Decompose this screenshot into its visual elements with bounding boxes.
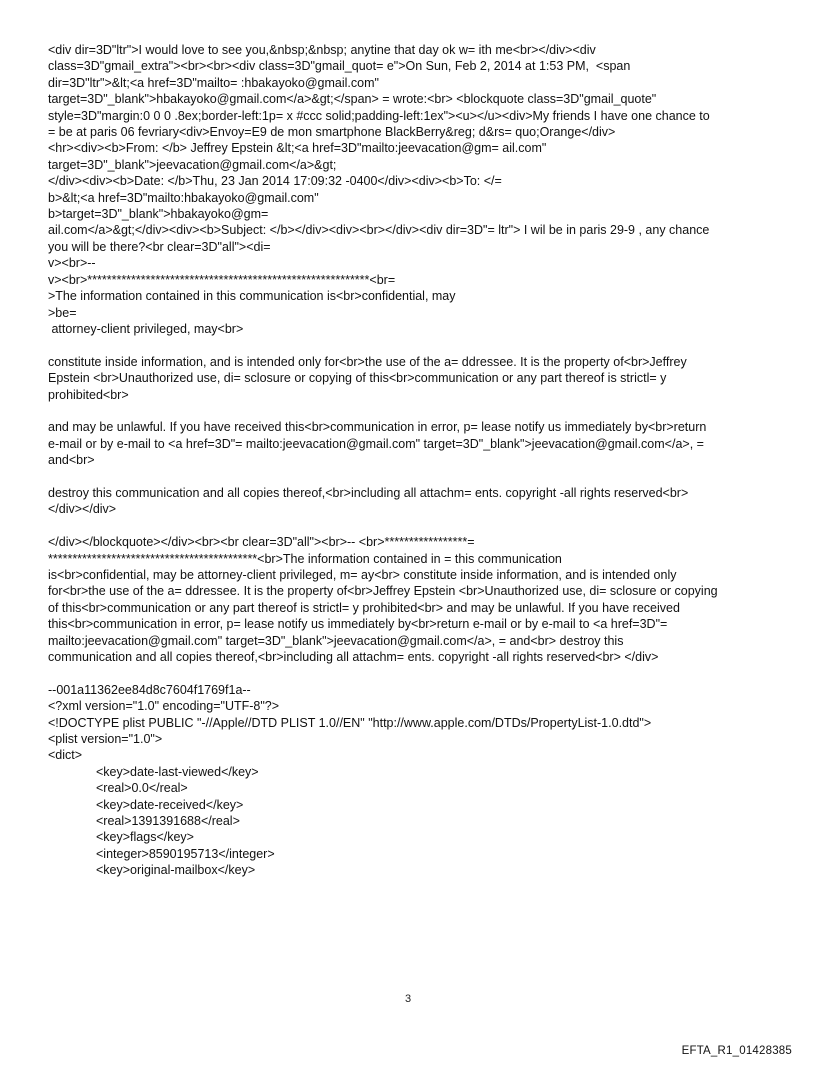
plist-line: <key>date-received</key> [96, 797, 244, 812]
plist-line: <real>1391391688</real> [96, 814, 240, 829]
text-line: <hr><div><b>From: </b> Jeffrey Epstein &lt;<a href=3D"mailto:jeevacation@gm= ail.com" [48, 141, 547, 156]
text-line: ail.com</a>&gt;</div><div><b>Subject: </b></div><div><br></div><div dir=3D"= ltr"> I wil be in paris 29-9 , any chance [48, 223, 710, 238]
text-line: style=3D"margin:0 0 0 .8ex;border-left:1p= x #ccc solid;padding-left:1ex"><u></u><div>My friends I have one chance to [48, 108, 710, 123]
text-line: is<br>confidential, may be attorney-client privileged, m= ay<br> constitute inside information, and is intended only [48, 567, 677, 582]
text-line [48, 665, 772, 681]
plist-line: <integer>8590195713</integer> [96, 846, 275, 861]
text-line: mailto:jeevacation@gmail.com" target=3D"_blank">jeevacation@gmail.com</a>, = and<br> destroy this [48, 633, 624, 648]
bates-number: EFTA_R1_01428385 [681, 1045, 792, 1057]
text-line: you will be there?<br clear=3D"all"><di= [48, 239, 271, 254]
text-line: v><br>-- [48, 256, 96, 271]
text-line [48, 403, 772, 419]
text-line: </div></blockquote></div><br><br clear=3D"all"><br>-- <br>*****************= [48, 535, 475, 550]
text-line: <dict> [48, 748, 83, 763]
text-line: <plist version="1.0"> [48, 731, 163, 746]
text-line: and may be unlawful. If you have received this<br>communication in error, p= lease notify us immediately by<br>return [48, 420, 707, 435]
text-line: --001a11362ee84d8c7604f1769f1a-- [48, 682, 251, 697]
text-line: class=3D"gmail_extra"><br><br><div class=3D"gmail_quot= e">On Sun, Feb 2, 2014 at 1:53 PM, <span [48, 59, 631, 74]
text-line: <?xml version="1.0" encoding="UTF-8"?> [48, 699, 280, 714]
text-line: and<br> [48, 453, 95, 468]
text-line: target=3D"_blank">jeevacation@gmail.com</a>&gt; [48, 157, 337, 172]
text-line: >The information contained in this communication is<br>confidential, may [48, 289, 456, 304]
email-body-lines [48, 42, 772, 764]
plist-line: <key>original-mailbox</key> [96, 863, 256, 878]
text-line: </div><div><b>Date: </b>Thu, 23 Jan 2014 17:09:32 -0400</div><div><b>To: </= [48, 174, 502, 189]
email-source-text [48, 42, 772, 879]
text-line: v><br>**********************************************************<br= [48, 272, 396, 287]
text-line [48, 469, 772, 485]
text-line: *******************************************<br>The information contained in = this communication [48, 551, 562, 566]
plist-entries [48, 764, 772, 879]
text-line [48, 337, 772, 353]
text-line: destroy this communication and all copies thereof,<br>including all attachm= ents. copyright -all rights reserved<br> [48, 485, 689, 500]
plist-line: <real>0.0</real> [96, 781, 188, 796]
text-line: attorney-client privileged, may<br> [48, 321, 244, 336]
text-line [48, 518, 772, 534]
plist-line: <key>date-last-viewed</key> [96, 764, 259, 779]
text-line: <div dir=3D"ltr">I would love to see you,&nbsp;&nbsp; anytine that day ok w= ith me<br></div><div [48, 43, 596, 57]
text-line: >be= [48, 305, 77, 320]
text-line: for<br>the use of the a= ddressee. It is the property of<br>Jeffrey Epstein <br>Unauthorized use, di= sclosure or copying [48, 584, 718, 599]
text-line: of this<br>communication or any part thereof is strictl= y prohibited<br> and may be unlawful. If you have received [48, 600, 680, 615]
text-line: communication and all copies thereof,<br>including all attachm= ents. copyright -all rights reserved<br> </div> [48, 649, 659, 664]
text-line: = be at paris 06 fevriary<div>Envoy=E9 de mon smartphone BlackBerry&reg; d&rs= quo;Orange</div> [48, 125, 616, 140]
text-line: this<br>communication in error, p= lease notify us immediately by<br>return e-mail or by e-mail to <a href=3D"= [48, 617, 668, 632]
text-line: <!DOCTYPE plist PUBLIC "-//Apple//DTD PLIST 1.0//EN" "http://www.apple.com/DTDs/PropertyList-1.0.dtd"> [48, 715, 652, 730]
text-line: prohibited<br> [48, 387, 129, 402]
text-line: Epstein <br>Unauthorized use, di= sclosure or copying of this<br>communication or any part thereof is strictl= y [48, 371, 667, 386]
text-line: constitute inside information, and is intended only for<br>the use of the a= ddressee. It is the property of<br>Jeffrey [48, 354, 687, 369]
page-number: 3 [404, 993, 412, 1005]
text-line: e-mail or by e-mail to <a href=3D"= mailto:jeevacation@gmail.com" target=3D"_blank">jeevacation@gmail.com</a>, = [48, 436, 704, 451]
text-line: target=3D"_blank">hbakayoko@gmail.com</a>&gt;</span> = wrote:<br> <blockquote class=3D"gmail_quote" [48, 92, 657, 107]
plist-line: <key>flags</key> [96, 830, 194, 845]
text-line: b>target=3D"_blank">hbakayoko@gm= [48, 207, 269, 222]
text-line: dir=3D"ltr">&lt;<a href=3D"mailto= :hbakayoko@gmail.com" [48, 75, 379, 90]
text-line: b>&lt;<a href=3D"mailto:hbakayoko@gmail.com" [48, 190, 319, 205]
text-line: </div></div> [48, 502, 117, 517]
